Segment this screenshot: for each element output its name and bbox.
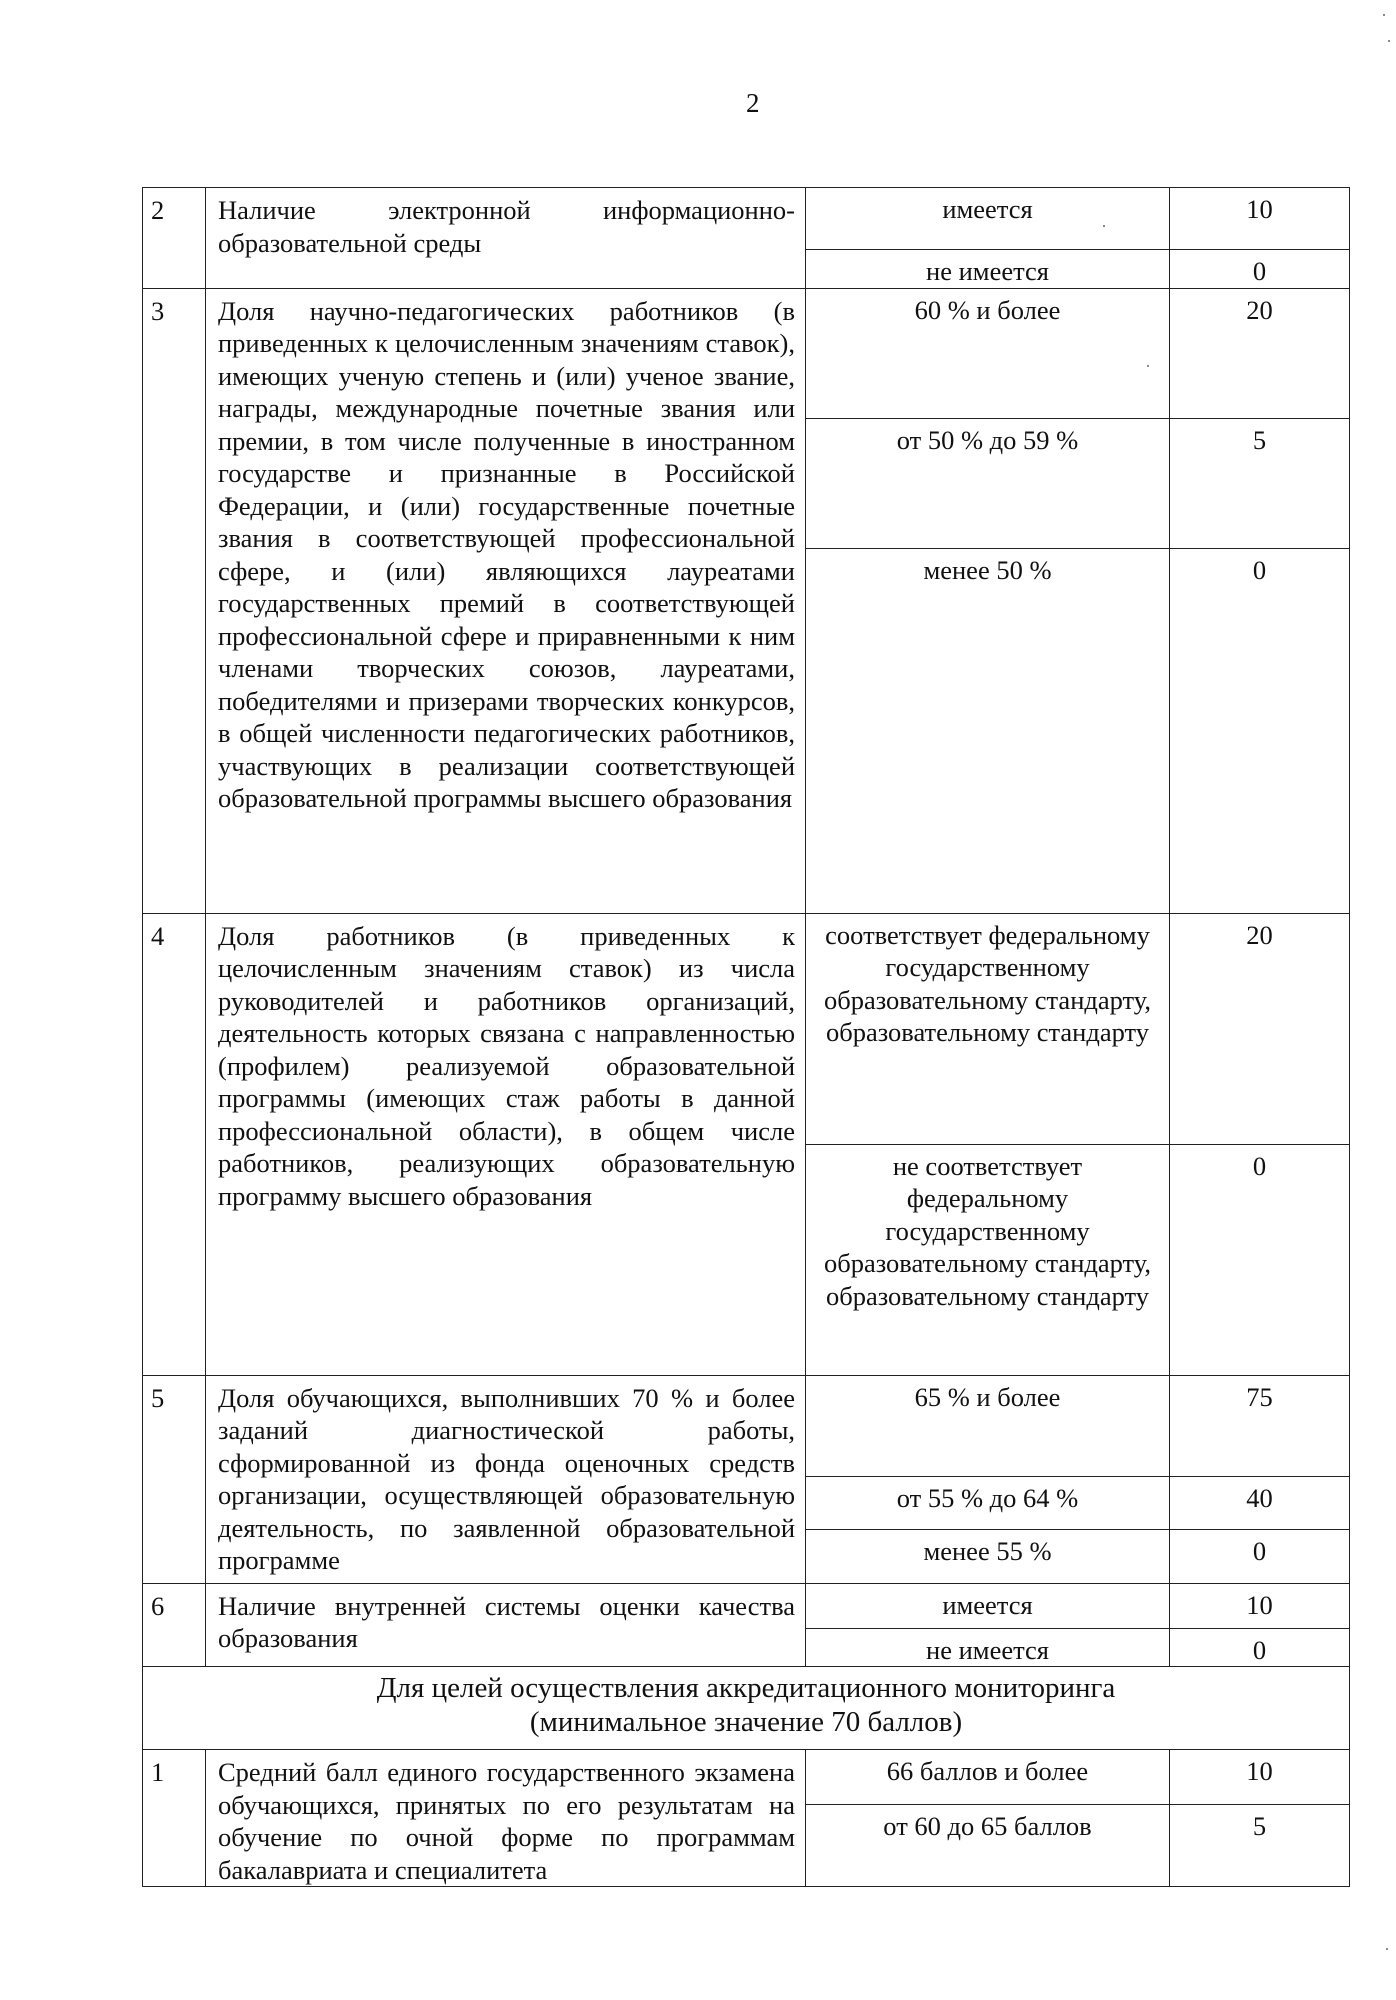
scan-speck <box>1388 40 1390 42</box>
score-cell: 10 <box>1170 1583 1350 1628</box>
condition-cell: имеется <box>806 188 1170 250</box>
table-row <box>143 1750 1350 1805</box>
condition-cell: 65 % и более <box>806 1375 1170 1476</box>
condition-cell: 60 % и более <box>806 288 1170 418</box>
section-subtitle: (минимальное значение 70 баллов) <box>529 1706 963 1738</box>
table-row <box>143 188 1350 250</box>
scan-speck <box>1383 14 1385 16</box>
row-number: 6 <box>143 1583 206 1667</box>
condition-cell: от 60 до 65 баллов <box>806 1804 1170 1886</box>
row-number: 5 <box>143 1375 206 1583</box>
score-cell: 40 <box>1170 1476 1350 1529</box>
condition-cell: 66 баллов и более <box>806 1750 1170 1805</box>
section-header <box>143 1667 1350 1750</box>
condition-cell: не имеется <box>806 1628 1170 1667</box>
score-cell: 0 <box>1170 548 1350 913</box>
score-cell: 75 <box>1170 1375 1350 1476</box>
criteria-table <box>142 187 1350 1887</box>
condition-cell: от 50 % до 59 % <box>806 418 1170 548</box>
score-cell: 10 <box>1170 1750 1350 1805</box>
condition-cell: не соответствует федеральному государственному образовательному стандарту, образовательному стандарту <box>806 1144 1170 1375</box>
table-row <box>143 1375 1350 1476</box>
condition-cell: имеется <box>806 1583 1170 1628</box>
section-title: Для целей осуществления аккредитационного мониторинга <box>376 1672 1116 1704</box>
row-number: 3 <box>143 288 206 913</box>
criterion-name: Средний балл единого государственного экзамена обучающихся, принятых по его результатам на обучение по очной форме по программам бакалавриата и специалитета <box>206 1750 806 1887</box>
section-header-row <box>143 1667 1350 1750</box>
table-row <box>143 913 1350 1144</box>
score-cell: 0 <box>1170 1628 1350 1667</box>
score-cell: 5 <box>1170 418 1350 548</box>
condition-cell: менее 50 % <box>806 548 1170 913</box>
scan-speck <box>1147 365 1149 367</box>
scan-speck <box>1386 1948 1388 1950</box>
score-cell: 0 <box>1170 1529 1350 1583</box>
condition-cell: не имеется <box>806 250 1170 289</box>
score-cell: 5 <box>1170 1804 1350 1886</box>
score-cell: 0 <box>1170 1144 1350 1375</box>
score-cell: 0 <box>1170 250 1350 289</box>
score-cell: 20 <box>1170 913 1350 1144</box>
table-row <box>143 288 1350 418</box>
criterion-name: Наличие электронной информационно-образовательной среды <box>206 188 806 289</box>
row-number: 1 <box>143 1750 206 1887</box>
condition-cell: от 55 % до 64 % <box>806 1476 1170 1529</box>
row-number: 4 <box>143 913 206 1375</box>
page-number: 2 <box>746 88 760 118</box>
scan-speck <box>1103 225 1105 227</box>
condition-cell: соответствует федеральному государственному образовательному стандарту, образовательному стандарту <box>806 913 1170 1144</box>
criterion-name: Наличие внутренней системы оценки качества образования <box>206 1583 806 1667</box>
criterion-name: Доля работников (в приведенных к целочисленным значениям ставок) из числа руководителей и работников организаций, деятельность которых связана с направленностью (профилем) реализуемой образовательной программы (имеющих стаж работы в данной профессиональной области), в общем числе работников, реализующих образовательную программу высшего образования <box>206 913 806 1375</box>
score-cell: 20 <box>1170 288 1350 418</box>
condition-cell: менее 55 % <box>806 1529 1170 1583</box>
criterion-name: Доля научно-педагогических работников (в приведенных к целочисленным значениям ставок), имеющих ученую степень и (или) ученое звание, награды, международные почетные звания или премии, в том числе полученные в иностранном государстве и признанные в Российской Федерации, и (или) государственные почетные звания в соответствующей профессиональной сфере, и (или) являющихся лауреатами государственных премий в соответствующей профессиональной сфере и приравненными к ним членами творческих союзов, лауреатами, победителями и призерами творческих конкурсов, в общей численности педагогических работников, участвующих в реализации соответствующей образовательной программы высшего образования <box>206 288 806 913</box>
score-cell: 10 <box>1170 188 1350 250</box>
row-number: 2 <box>143 188 206 289</box>
table-row <box>143 1583 1350 1628</box>
criterion-name: Доля обучающихся, выполнивших 70 % и более заданий диагностической работы, сформированной из фонда оценочных средств организации, осуществляющей образовательную деятельность, по заявленной образовательной программе <box>206 1375 806 1583</box>
